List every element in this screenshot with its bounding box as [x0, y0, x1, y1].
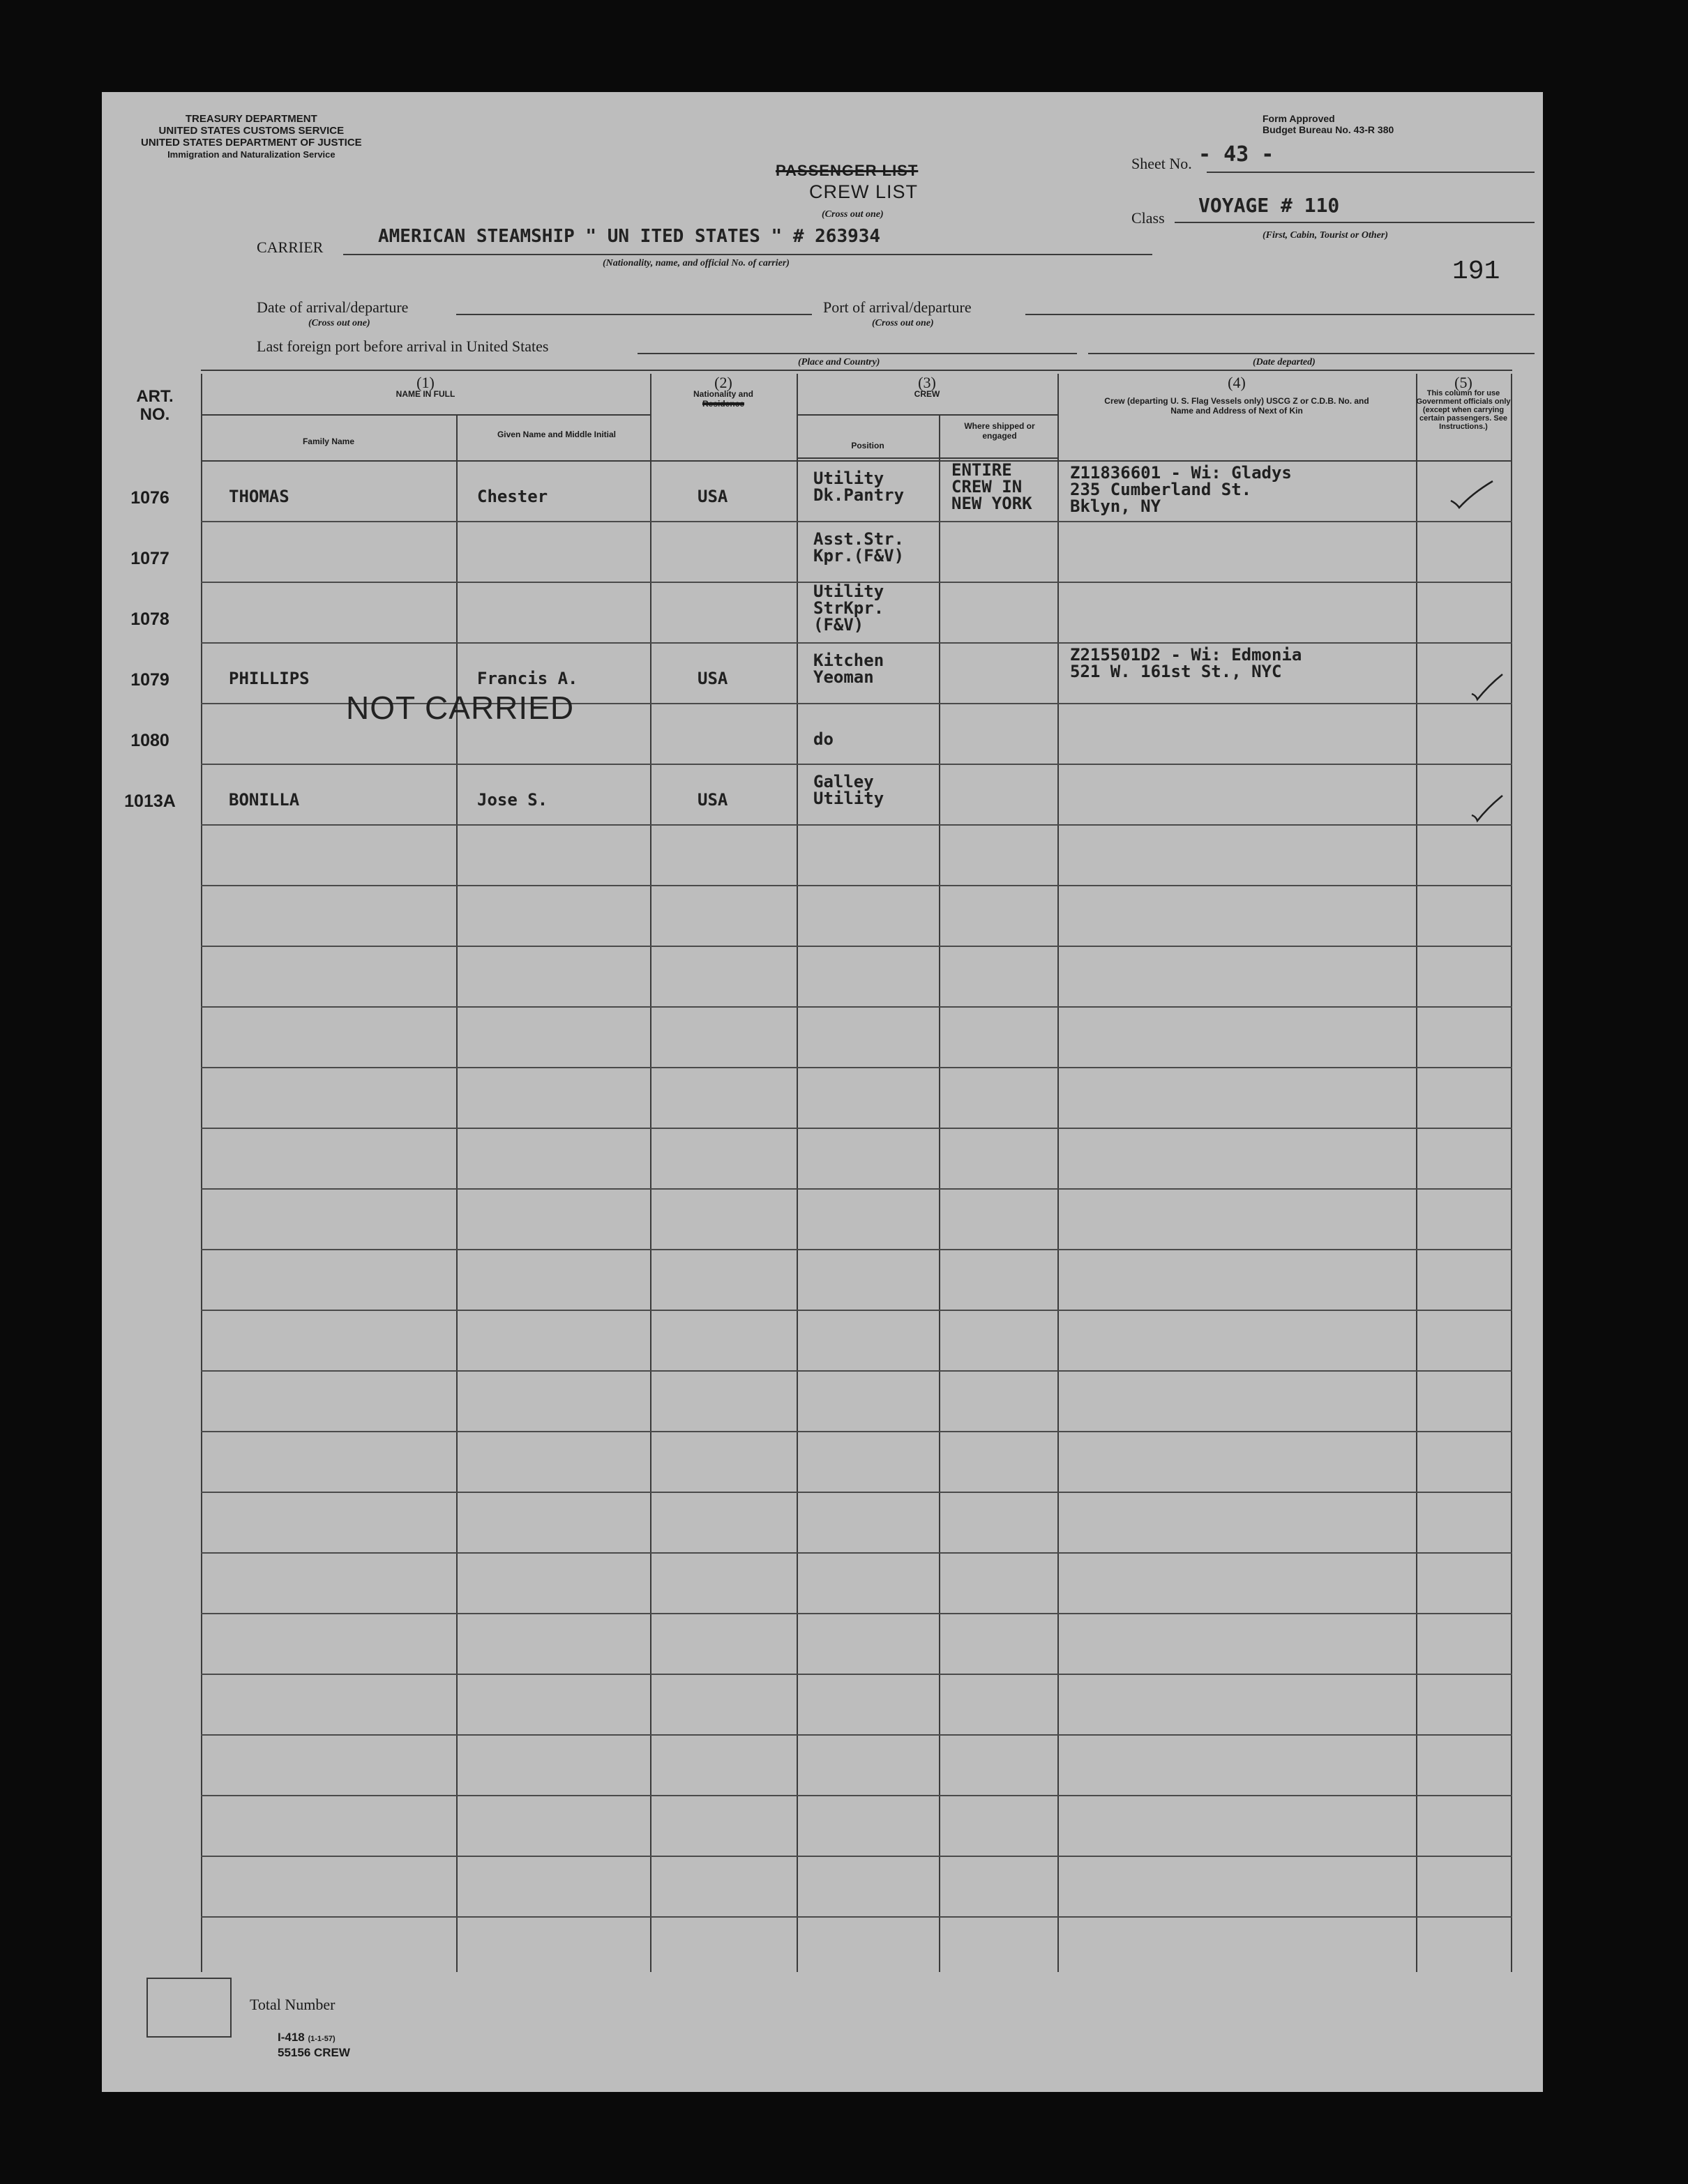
carrier-value: AMERICAN STEAMSHIP " UN ITED STATES " # 263934 [378, 226, 881, 247]
row-rule [201, 1431, 1512, 1432]
col4-number: (4) [1228, 374, 1246, 391]
date-departed-hint: (Date departed) [1253, 357, 1316, 367]
page-title: CREW LIST [809, 181, 919, 202]
row-rule [201, 1310, 1512, 1311]
col5-title: This column for use Government officials only (except when carrying certain passengers. See Instructions.) [1416, 389, 1511, 431]
row-rule [201, 1552, 1512, 1554]
agency-line: Immigration and Naturalization Service [167, 149, 336, 160]
next-of-kin-cell: Z215501D2 - Wi: Edmonia 521 W. 161st St., NYC [1070, 645, 1302, 681]
given-name-cell: Jose S. [477, 790, 548, 810]
total-number-box [146, 1978, 232, 2038]
col2-header [650, 374, 797, 409]
col3-title: CREW [914, 389, 940, 399]
art-number: 1078 [130, 609, 169, 629]
row-rule [201, 1249, 1512, 1250]
total-number-label: Total Number [250, 1996, 336, 2013]
family-name-cell: BONILLA [229, 790, 300, 810]
family-name-header: Family Name [302, 437, 355, 446]
row-rule [201, 1128, 1512, 1129]
crew-list-form [102, 92, 1543, 2092]
table-row [130, 521, 1511, 582]
row-rule [201, 1067, 1512, 1068]
row-rule [201, 824, 1512, 826]
row-rule [201, 1734, 1512, 1736]
art-number: 1080 [130, 731, 169, 750]
row-rule [201, 1674, 1512, 1675]
agency-line: UNITED STATES DEPARTMENT OF JUSTICE [141, 137, 362, 149]
art-number: 1079 [130, 670, 169, 690]
budget-bureau-text: Budget Bureau No. 43-R 380 [1263, 124, 1394, 135]
checkmark-stroke [1472, 796, 1502, 821]
nationality-cell: USA [698, 487, 728, 506]
page-number: 191 [1452, 257, 1500, 287]
position-cell: Utility StrKpr. (F&V) [813, 582, 884, 635]
port-underline [1025, 314, 1535, 315]
class-label: Class [1131, 209, 1165, 227]
art-number: 1013A [124, 791, 176, 811]
top-rule [201, 370, 1512, 371]
subhead-rule-1 [201, 414, 650, 416]
position-cell: Asst.Str. Kpr.(F&V) [813, 529, 905, 566]
table-row [130, 582, 1511, 642]
col3-number: (3) [918, 374, 936, 391]
shipped-header: Where shipped or engaged [964, 421, 1035, 441]
subhead-rule-3b [797, 457, 1057, 459]
position-header: Position [851, 441, 884, 450]
col1-header [201, 374, 650, 399]
form-approval [1263, 113, 1394, 135]
next-of-kin-cell: Z11836601 - Wi: Gladys 235 Cumberland St. Bklyn, NY [1070, 463, 1292, 516]
position-cell: Kitchen Yeoman [813, 651, 884, 687]
position-cell: do [813, 729, 834, 749]
table-row [124, 764, 1511, 824]
row-rule [201, 885, 1512, 886]
family-name-cell: PHILLIPS [229, 669, 310, 688]
last-port-underline [638, 353, 1077, 354]
last-port-label: Last foreign port before arrival in United States [257, 338, 549, 355]
row-rule [201, 1492, 1512, 1493]
col4-title: Crew (departing U. S. Flag Vessels only) USCG Z or C.D.B. No. and Name and Address of Next of Kin [1104, 396, 1369, 416]
date-underline [456, 314, 812, 315]
col1-number: (1) [416, 374, 435, 391]
row-rule [201, 1006, 1512, 1008]
given-name-header: Given Name and Middle Initial [497, 430, 617, 439]
position-cell: Galley Utility [813, 772, 884, 808]
given-name-cell: Francis A. [477, 669, 578, 688]
subhead-rule-3 [797, 414, 1057, 416]
checkmark-icon [1416, 460, 1507, 516]
carrier-hint: (Nationality, name, and official No. of carrier) [603, 258, 790, 268]
art-number: 1076 [130, 488, 169, 508]
not-carried-stamp: NOT CARRIED [346, 690, 575, 726]
position-cell: Utility Dk.Pantry [813, 469, 905, 505]
row-rule [201, 1916, 1512, 1918]
col1-title: NAME IN FULL [395, 389, 455, 399]
shipped-cell: ENTIRE CREW IN NEW YORK [951, 460, 1032, 513]
port-hint: (Cross out one) [872, 318, 934, 328]
date-label: Date of arrival/departure [257, 298, 409, 316]
agency-header [141, 113, 362, 160]
col5-header [1416, 374, 1511, 431]
row-rule [201, 1613, 1512, 1614]
row-rule [201, 946, 1512, 947]
form-date: (1-1-57) [308, 2035, 336, 2043]
col2-struck: Residence [702, 399, 745, 409]
checkmark-stroke [1451, 481, 1493, 508]
form-number: I-418 [278, 2031, 305, 2044]
place-country-hint: (Place and Country) [798, 357, 880, 367]
class-value: VOYAGE # 110 [1198, 194, 1340, 217]
col2-title: Nationality and [693, 389, 753, 399]
date-departed-underline [1088, 353, 1535, 354]
art-number: 1077 [130, 549, 169, 568]
class-hint: (First, Cabin, Tourist or Other) [1263, 230, 1388, 241]
nationality-cell: USA [698, 669, 728, 688]
title-struck: PASSENGER LIST [776, 162, 919, 179]
date-hint: (Cross out one) [308, 318, 370, 328]
form-code: 55156 CREW [278, 2046, 350, 2059]
row-rule [201, 1795, 1512, 1796]
sheet-label: Sheet No. [1131, 155, 1192, 172]
form-id [278, 2031, 350, 2060]
class-underline [1175, 222, 1535, 223]
col4-header [1057, 374, 1416, 416]
sheet-value: - 43 - [1198, 142, 1274, 167]
sheet-underline [1207, 172, 1535, 173]
cross-out-note: (Cross out one) [822, 209, 884, 220]
given-name-cell: Chester [477, 487, 548, 506]
nationality-cell: USA [698, 790, 728, 810]
checkmark-icon [1416, 775, 1507, 831]
form-approved-text: Form Approved [1263, 113, 1335, 124]
table-border-right [1511, 374, 1512, 1972]
checkmark-stroke [1472, 674, 1502, 699]
col3-header [797, 374, 1057, 399]
art-no-header: ART. NO. [136, 387, 174, 424]
carrier-underline [343, 254, 1152, 255]
family-name-cell: THOMAS [229, 487, 289, 506]
agency-line: UNITED STATES CUSTOMS SERVICE [158, 125, 345, 137]
col2-number: (2) [714, 374, 732, 391]
table-row [130, 460, 1511, 521]
checkmark-icon [1416, 653, 1507, 709]
row-rule [201, 1856, 1512, 1857]
port-label: Port of arrival/departure [823, 298, 972, 316]
row-rule [201, 1370, 1512, 1372]
agency-line: TREASURY DEPARTMENT [185, 113, 317, 125]
col5-number: (5) [1454, 374, 1472, 391]
row-rule [201, 1188, 1512, 1190]
carrier-label: CARRIER [257, 238, 324, 256]
